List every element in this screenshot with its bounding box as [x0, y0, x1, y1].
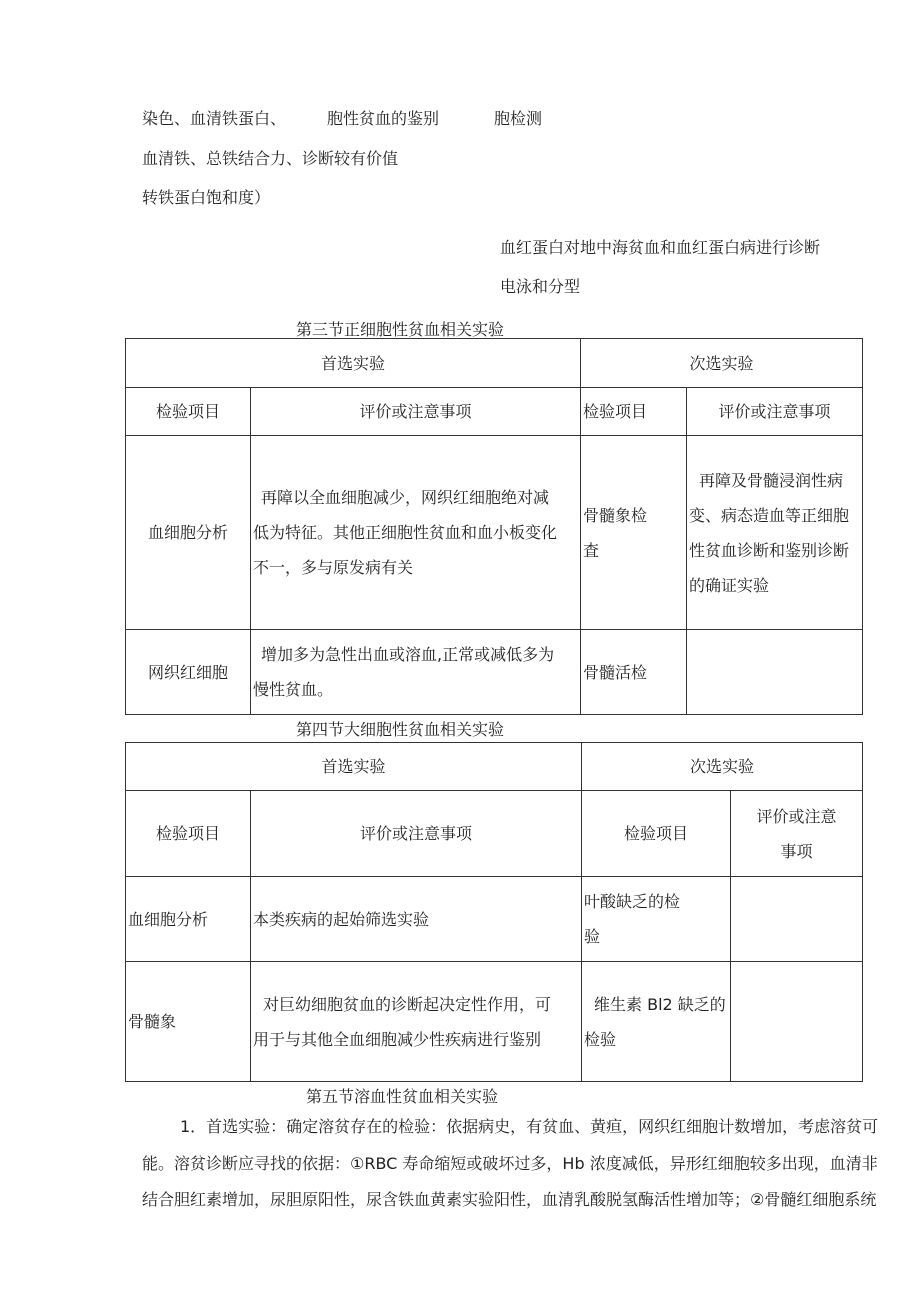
row-eval2-line: 变、病态造血等正细胞	[689, 505, 850, 525]
row-eval2-empty	[731, 877, 863, 962]
top-line1-c: 胞检测	[494, 109, 543, 128]
table-row	[126, 436, 863, 630]
row-eval	[251, 962, 582, 1082]
row-item: 网织红细胞	[126, 630, 251, 715]
secondary-header: 次选实验	[582, 743, 863, 791]
row-eval-line: 增加多为急性出血或溶血,正常或减低多为	[261, 645, 555, 664]
col-item-header: 检验项目	[126, 791, 251, 877]
top-right-line1: 血红蛋白对地中海贫血和血红蛋白病进行诊断	[500, 238, 821, 257]
row-item2: 骨髓活检	[581, 630, 687, 715]
row-eval-line: 用于与其他全血细胞减少性疾病进行鉴别	[253, 1029, 542, 1049]
table-row	[126, 877, 863, 962]
row-eval: 本类疾病的起始筛选实验	[251, 877, 582, 962]
row-item2	[581, 436, 687, 630]
top-line1-a: 染色、血清铁蛋白、	[142, 109, 287, 128]
row-item2-line: 骨髓象检	[583, 505, 648, 525]
col-item-header: 检验项目	[126, 388, 251, 436]
row-eval-line: 对巨幼细胞贫血的诊断起决定性作用，可	[263, 994, 552, 1014]
col-eval2-header	[731, 791, 863, 877]
top-line2: 血清铁、总铁结合力、诊断较有价值	[142, 149, 399, 168]
primary-header: 首选实验	[126, 339, 581, 388]
section5-paragraph-line3: 结合胆红素增加，尿胆原阳性，尿含铁血黄素实验阳性，血清乳酸脱氢酶活性增加等；②骨髓红细胞系统	[142, 1190, 877, 1209]
row-eval2-line: 的确证实验	[689, 575, 770, 595]
section3-title: 第三节正细胞性贫血相关实验	[296, 320, 505, 339]
col-eval2-header-line: 评价或注意	[756, 806, 837, 826]
row-eval-line: 慢性贫血。	[253, 680, 334, 699]
section5-paragraph-line1: 1．首选实验：确定溶贫存在的检验：依据病史，有贫血、黄疸，网织红细胞计数增加，考虑溶贫可	[180, 1117, 879, 1136]
top-right-line2: 电泳和分型	[500, 277, 581, 296]
secondary-header: 次选实验	[581, 339, 863, 388]
row-eval-line: 不一，多与原发病有关	[253, 558, 414, 577]
section5-title: 第五节溶血性贫血相关实验	[306, 1087, 499, 1106]
top-line3: 转铁蛋白饱和度）	[142, 188, 271, 207]
row-eval2-line: 再障及骨髓浸润性病	[699, 470, 844, 490]
row-item: 骨髓象	[126, 962, 251, 1082]
row-item2-line: 査	[583, 540, 600, 560]
section5-paragraph-line2: 能。溶贫诊断应寻找的依据：①RBC 寿命缩短或破坏过多，Hb 浓度减低，异形红细胞较多出现，血清非	[142, 1154, 878, 1173]
row-item2	[582, 877, 731, 962]
section4-title: 第四节大细胞性贫血相关实验	[296, 720, 505, 739]
row-item: 血细胞分析	[126, 877, 251, 962]
row-item2-line: 检验	[584, 1029, 617, 1049]
row-eval-line: 低为特征。其他正细胞性贫血和血小板变化	[253, 523, 558, 542]
row-item2	[582, 962, 731, 1082]
row-eval2-line: 性贫血诊断和鉴别诊断	[689, 540, 850, 560]
primary-header: 首选实验	[126, 743, 582, 791]
row-item2-line: 验	[584, 927, 601, 946]
row-item2-line: 维生素 Bl2 缺乏的	[594, 994, 726, 1014]
col-eval2-header: 评价或注意事项	[687, 388, 863, 436]
col-eval-header: 评价或注意事项	[251, 388, 581, 436]
section3-table	[125, 338, 863, 715]
col-item2-header: 检验项目	[581, 388, 687, 436]
row-item: 血细胞分析	[126, 436, 251, 630]
col-eval2-header-line: 事项	[780, 841, 813, 861]
table-row	[126, 962, 863, 1082]
row-eval2-empty	[731, 962, 863, 1082]
row-eval	[251, 630, 581, 715]
table-row	[126, 630, 863, 715]
row-eval2	[687, 436, 863, 630]
row-eval-line: 再障以全血细胞减少，网织红细胞绝对减	[261, 488, 550, 507]
col-item2-header: 检验项目	[582, 791, 731, 877]
row-eval	[251, 436, 581, 630]
section4-table	[125, 742, 863, 1082]
top-line1-b: 胞性贫血的鉴别	[327, 109, 440, 128]
col-eval-header: 评价或注意事项	[251, 791, 582, 877]
row-item2-line: 叶酸缺乏的检	[584, 892, 681, 911]
row-eval2-empty	[687, 630, 863, 715]
